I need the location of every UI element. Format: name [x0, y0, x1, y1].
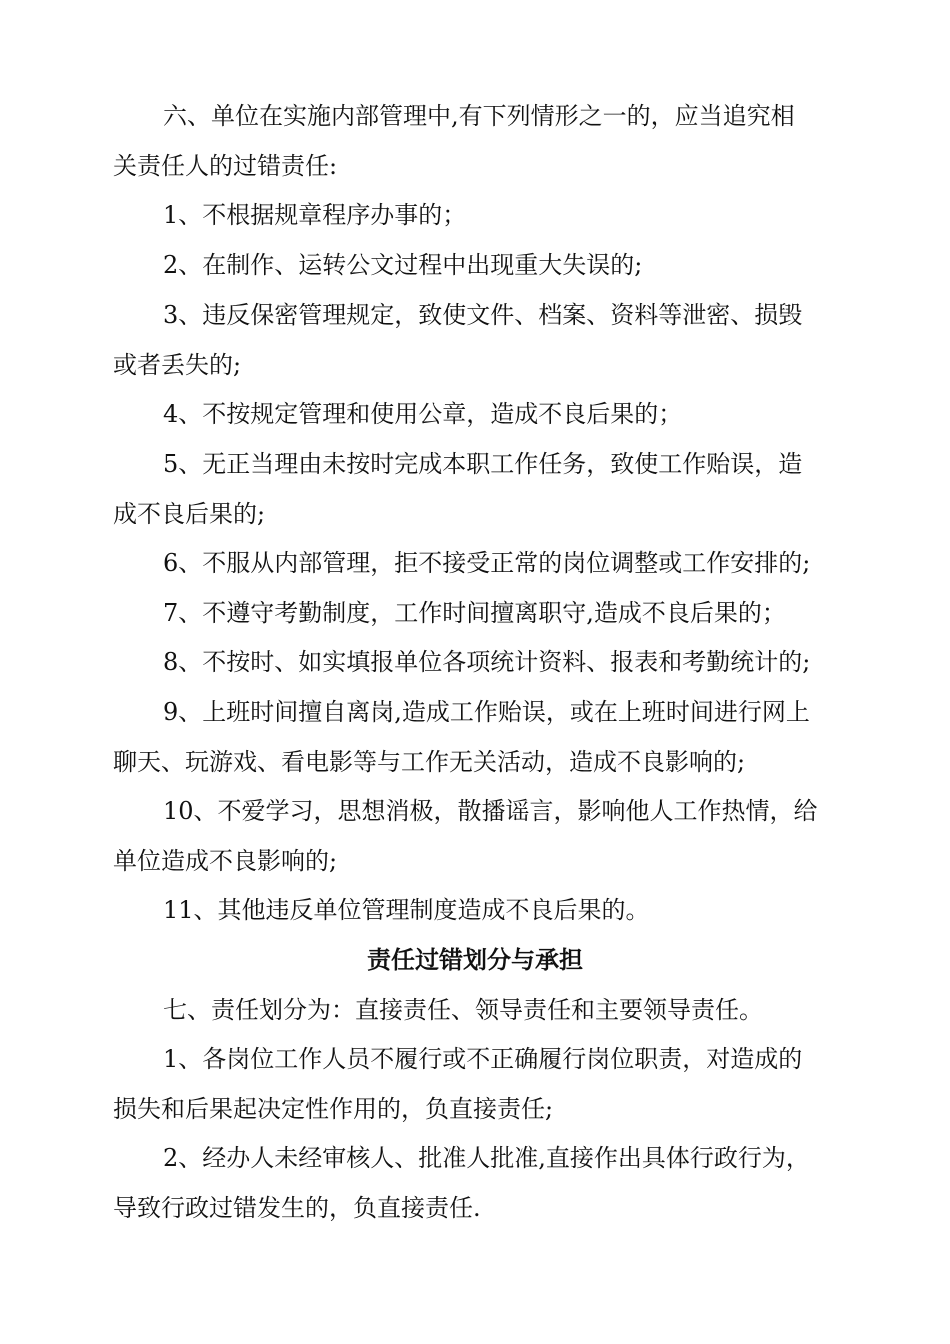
list-item-9 — [113, 688, 858, 787]
text-line: 9、上班时间擅自离岗,造成工作贻误，或在上班时间进行网上 — [163, 698, 810, 726]
text-line: 11、其他违反单位管理制度造成不良后果的。 — [163, 896, 650, 924]
responsibility-item-2 — [113, 1134, 858, 1233]
text-line: 关责任人的过错责任: — [113, 151, 338, 180]
text-line: 成不良后果的; — [113, 499, 266, 528]
list-item-7 — [113, 589, 858, 639]
text-line: 导致行政过错发生的，负直接责任. — [113, 1193, 481, 1222]
text-line: 七、责任划分为：直接责任、领导责任和主要领导责任。 — [163, 996, 763, 1024]
text-line: 10、不爱学习，思想消极，散播谣言，影响他人工作热情，给 — [163, 797, 818, 825]
paragraph-article-7 — [113, 986, 858, 1036]
text-line: 2、经办人未经审核人、批准人批准,直接作出具体行政行为， — [163, 1144, 810, 1172]
paragraph-article-6 — [113, 92, 858, 191]
list-item-3 — [113, 291, 858, 390]
text-line: 单位造成不良影响的; — [113, 846, 338, 875]
text-line: 1、各岗位工作人员不履行或不正确履行岗位职责，对造成的 — [163, 1045, 803, 1073]
text-line: 8、不按时、如实填报单位各项统计资料、报表和考勤统计的; — [163, 648, 811, 676]
text-line: 4、不按规定管理和使用公章，造成不良后果的； — [163, 400, 683, 428]
text-line: 聊天、玩游戏、看电影等与工作无关活动，造成不良影响的; — [113, 747, 746, 776]
text-line: 6、不服从内部管理，拒不接受正常的岗位调整或工作安排的; — [163, 549, 811, 577]
list-item-11 — [113, 886, 858, 936]
text-line: 1、不根据规章程序办事的； — [163, 201, 467, 229]
text-line: 3、违反保密管理规定，致使文件、档案、资料等泄密、损毁 — [163, 301, 803, 329]
text-line: 六、单位在实施内部管理中,有下列情形之一的，应当追究相 — [163, 102, 795, 130]
responsibility-item-1 — [113, 1035, 858, 1134]
list-item-6 — [113, 539, 858, 589]
text-line: 5、无正当理由未按时完成本职工作任务，致使工作贻误，造 — [163, 450, 803, 478]
list-item-4 — [113, 390, 858, 440]
list-item-8 — [113, 638, 858, 688]
list-item-2 — [113, 241, 858, 291]
list-item-10 — [113, 787, 858, 886]
list-item-5 — [113, 440, 858, 539]
text-line: 2、在制作、运转公文过程中出现重大失误的; — [163, 251, 643, 279]
section-heading: 责任过错划分与承担 — [367, 946, 583, 974]
text-line: 7、不遵守考勤制度，工作时间擅离职守,造成不良后果的； — [163, 599, 786, 627]
text-line: 损失和后果起决定性作用的，负直接责任; — [113, 1094, 554, 1123]
text-line: 或者丢失的; — [113, 350, 242, 379]
list-item-1 — [113, 191, 858, 241]
